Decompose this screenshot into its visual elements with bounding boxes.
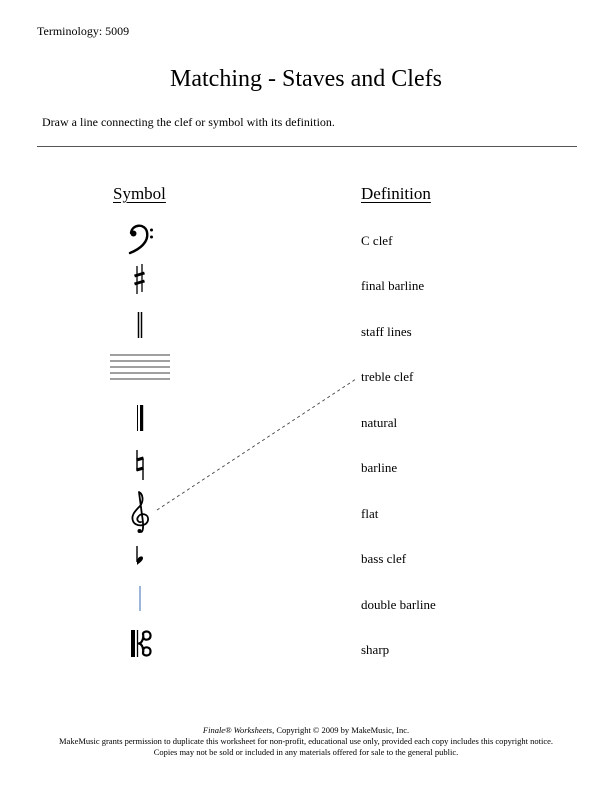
bass-clef-icon xyxy=(90,218,190,258)
copyright-footer xyxy=(0,725,612,758)
barline-icon xyxy=(90,308,190,348)
definition-final-barline: final barline xyxy=(361,278,425,293)
page-title: Matching - Staves and Clefs xyxy=(170,66,442,92)
divider-rule xyxy=(37,146,577,147)
staff-lines-icon xyxy=(90,350,190,390)
definition-barline: barline xyxy=(361,460,398,475)
definition-staff-lines: staff lines xyxy=(361,324,412,339)
definition-sharp: sharp xyxy=(361,642,390,657)
flat-icon xyxy=(90,540,190,580)
definition-column-header: Definition xyxy=(361,184,431,203)
footer-brand: Finale® Worksheets xyxy=(202,725,273,735)
treble-clef-icon xyxy=(90,489,190,529)
c-clef-icon xyxy=(90,628,190,668)
single-barline-icon xyxy=(90,582,190,622)
natural-icon xyxy=(90,446,190,486)
definition-treble-clef: treble clef xyxy=(361,369,414,384)
definition-bass-clef: bass clef xyxy=(361,551,407,566)
footer-permission: MakeMusic grants permission to duplicate this worksheet for non-profit, educational use only, provided each copy includes this copyright notice. xyxy=(59,736,553,746)
definition-flat: flat xyxy=(361,506,379,521)
final-barline-icon xyxy=(90,400,190,440)
footer-copyright: , Copyright © 2009 by MakeMusic, Inc. xyxy=(272,725,410,735)
sharp-icon xyxy=(90,262,190,302)
definition-c-clef: C clef xyxy=(361,233,393,248)
symbol-column-header: Symbol xyxy=(113,184,166,203)
definition-natural: natural xyxy=(361,415,398,430)
definition-double-barline: double barline xyxy=(361,597,436,612)
worksheet-id: Terminology: 5009 xyxy=(37,24,130,38)
footer-restriction: Copies may not be sold or included in any materials offered for sale to the general public. xyxy=(153,747,459,757)
instructions: Draw a line connecting the clef or symbol with its definition. xyxy=(42,115,335,129)
